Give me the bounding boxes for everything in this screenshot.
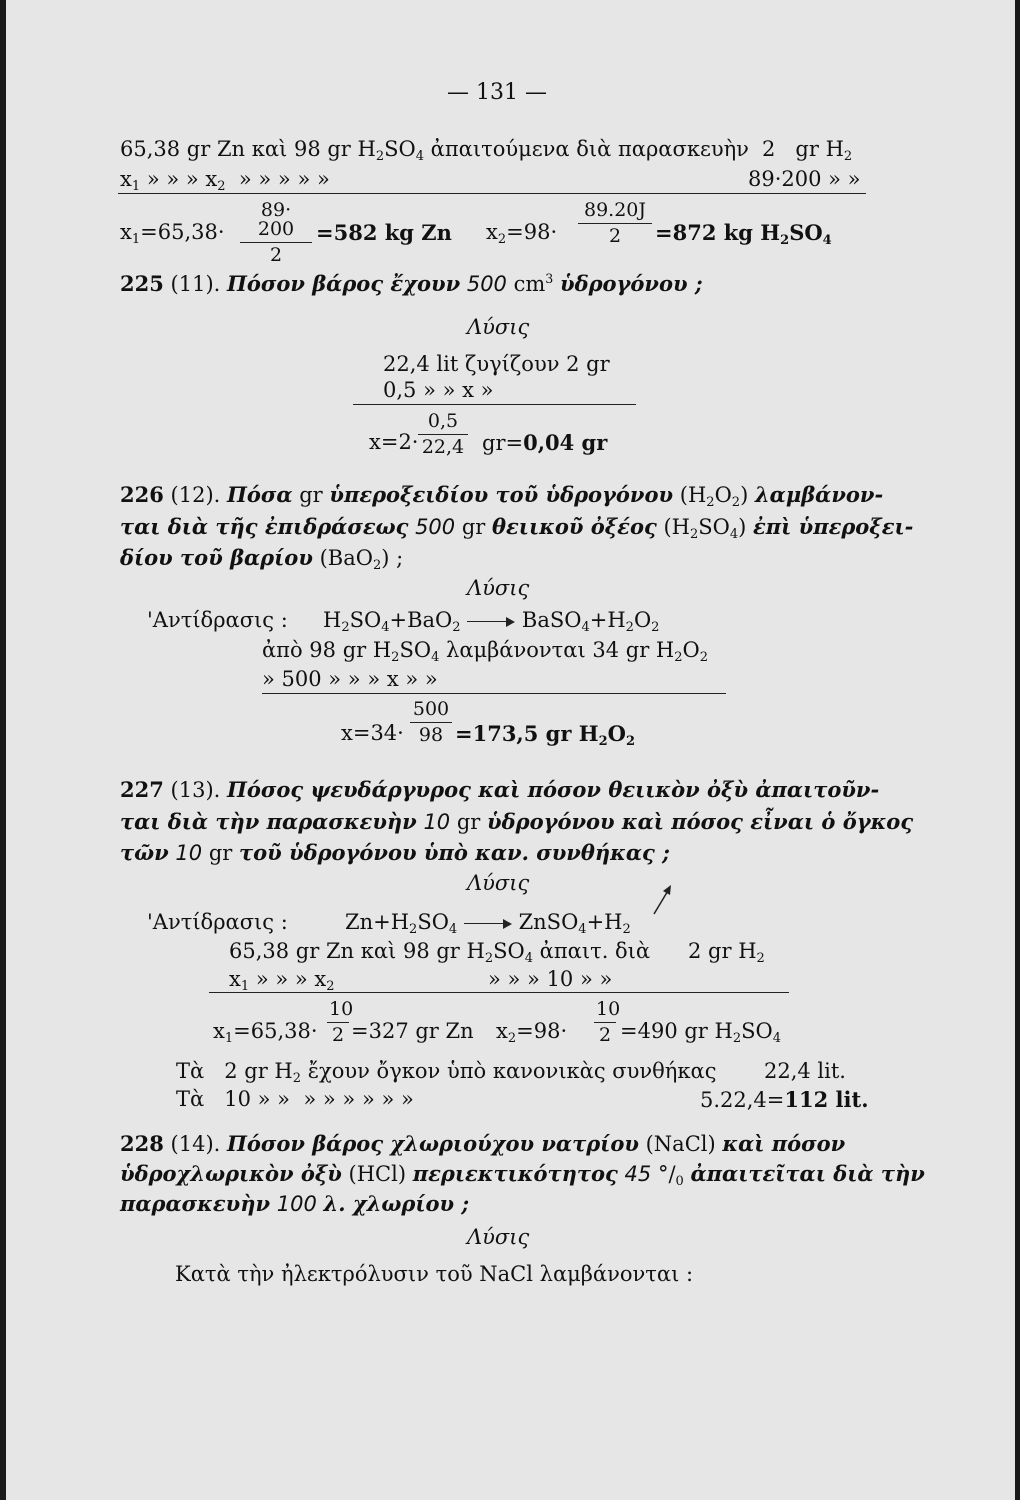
problem-225-fraction: $\frac{0,5}{22,4}$ xyxy=(418,412,468,457)
problem-228-solution-heading: Λύσις xyxy=(467,1225,530,1249)
scan-edge-right xyxy=(1015,0,1020,1500)
gas-evolution-arrow-icon xyxy=(650,882,674,918)
top-fraction-2: $\frac{89.20J}{2}$ xyxy=(578,201,652,246)
problem-226-row-2: » 500 » » » x » » xyxy=(262,667,438,691)
problem-227-solution-heading: Λύσις xyxy=(467,871,530,895)
problem-225-result: gr=0,04 gr xyxy=(482,430,608,455)
top-line-1-right: 2 gr $H_2$ xyxy=(762,137,853,164)
problem-227-question-line-2: ται διὰ τὴν παρασκευὴν 10 gr ὑδρογόνου καὶ πόσος εἶναι ὁ ὄγκος xyxy=(120,809,914,834)
problem-225-solution-heading: Λύσις xyxy=(467,315,530,339)
top-line-2: $x_1$ » » » $x_2$ » » » » » xyxy=(120,167,330,194)
top-result-2: $x_2=98\cdot$ xyxy=(486,220,558,247)
problem-225-question: 225 (11). Πόσον βάρος ἔχουν 500 $cm^3$ ὑδρογόνου ; xyxy=(120,271,703,296)
problem-227-result-2: $x_2=98\cdot$ xyxy=(496,1019,568,1046)
problem-226-result: =173,5 gr $H_2O_2$ xyxy=(455,721,635,749)
problem-226-result-pre: x=34· xyxy=(341,721,404,745)
page-number: — 131 — xyxy=(447,80,547,105)
problem-227-result-2-value: =490 gr $H_2SO_4$ xyxy=(620,1019,781,1046)
problem-228-last-line: Κατὰ τὴν ἠλεκτρόλυσιν τοῦ NaCl λαμβάνονται : xyxy=(175,1262,694,1286)
scan-edge-left xyxy=(0,0,6,1500)
top-line-2-right: 89·200 » » xyxy=(748,167,861,191)
problem-227-question-line-1: 227 (13). Πόσος ψευδάργυρος καὶ πόσον θειικὸν ὀξὺ ἀπαιτοῦν- xyxy=(120,777,880,802)
divider-top xyxy=(118,193,866,194)
reaction-arrow-icon xyxy=(464,919,512,929)
problem-227-volume-line-2-value: 5.22,4=112 lit. xyxy=(700,1087,869,1112)
problem-226-question-line-3: δίου τοῦ βαρίου (BaO$_2$) ; xyxy=(120,545,404,573)
reaction-arrow-icon xyxy=(467,617,515,627)
divider-227 xyxy=(209,992,789,993)
top-result-1: $x_1=65,38\cdot$ xyxy=(120,220,225,247)
divider-225 xyxy=(353,404,636,405)
problem-228-question-line-1: 228 (14). Πόσον βάρος χλωριούχου νατρίου (NaCl) καὶ πόσον xyxy=(120,1131,846,1156)
divider-226 xyxy=(262,693,726,694)
problem-225-line-2: 0,5 » » x » xyxy=(383,378,494,402)
problem-227-volume-line-1-value: 22,4 lit. xyxy=(764,1059,846,1083)
problem-227-result-1: $x_1=65,38\cdot$ xyxy=(213,1019,318,1046)
problem-227-row-2: $x_1$ » » » $x_2$ xyxy=(229,967,335,994)
problem-226-fraction: $\frac{500}{98}$ xyxy=(410,700,452,745)
problem-227-volume-line-2: Τὰ 10 » » » » » » » » xyxy=(176,1087,414,1111)
problem-227-row-1-right: 2 gr $H_2$ xyxy=(688,939,765,966)
problem-227-fraction-2: $\frac{10}{2}$ xyxy=(596,998,621,1046)
problem-228-question-line-2: ὑδροχλωρικὸν ὀξὺ (HCl) περιεκτικότητος 45 $^\circ/_0$ ἀπαιτεῖται διὰ τὴν xyxy=(120,1161,925,1189)
problem-227-fraction-1: $\frac{10}{2}$ xyxy=(329,998,354,1046)
problem-225-line-1: 22,4 lit ζυγίζουν 2 gr xyxy=(383,352,610,376)
problem-226-reaction-label: 'Αντίδρασις : xyxy=(147,608,288,632)
problem-225-result-pre: x=2· xyxy=(369,430,419,454)
problem-227-row-1: 65,38 gr Zn καὶ 98 gr $H_2SO_4$ ἀπαιτ. διὰ xyxy=(229,939,651,966)
problem-226-row-1: ἀπὸ 98 gr $H_2SO_4$ λαμβάνονται 34 gr $H_2O_2$ xyxy=(262,638,709,665)
top-fraction-1: $\frac{89\cdot 200}{2}$ xyxy=(240,201,312,265)
problem-227-row-2-right: » » » 10 » » xyxy=(488,967,613,991)
problem-226-question-line-2: ται διὰ τῆς ἐπιδράσεως 500 gr θειικοῦ ὀξέος $(H_2SO_4)$ ἐπὶ ὑπεροξει- xyxy=(120,514,914,542)
problem-226-reaction-equation: $H_2SO_4+BaO_2$ $BaSO_4+H_2O_2$ xyxy=(323,608,660,635)
problem-228-question-line-3: παρασκευὴν 100 λ. χλωρίου ; xyxy=(120,1191,470,1216)
problem-227-question-line-3: τῶν 10 gr τοῦ ὑδρογόνου ὑπὸ καν. συνθήκας ; xyxy=(120,840,670,865)
problem-227-reaction-label: 'Αντίδρασις : xyxy=(147,910,288,934)
top-line-1: 65,38 gr Zn καὶ 98 gr $H_2SO_4$ ἀπαιτούμενα διὰ παρασκευὴν xyxy=(120,137,749,164)
top-result-2-value: =872 kg $H_2SO_4$ xyxy=(655,220,832,248)
problem-227-result-1-value: =327 gr Zn xyxy=(351,1019,474,1043)
problem-227-volume-line-1: Τὰ 2 gr $H_2$ ἔχουν ὄγκον ὑπὸ κανονικὰς συνθήκας xyxy=(176,1059,717,1086)
problem-226-solution-heading: Λύσις xyxy=(467,576,530,600)
top-result-1-value: =582 kg Zn xyxy=(316,220,452,245)
problem-226-question-line-1: 226 (12). Πόσα gr ὑπεροξειδίου τοῦ ὑδρογόνου $(H_2O_2)$ λαμβάνον- xyxy=(120,482,884,510)
problem-227-reaction-equation: $Zn+H_2SO_4$ $ZnSO_4+H_2$ xyxy=(345,910,631,937)
